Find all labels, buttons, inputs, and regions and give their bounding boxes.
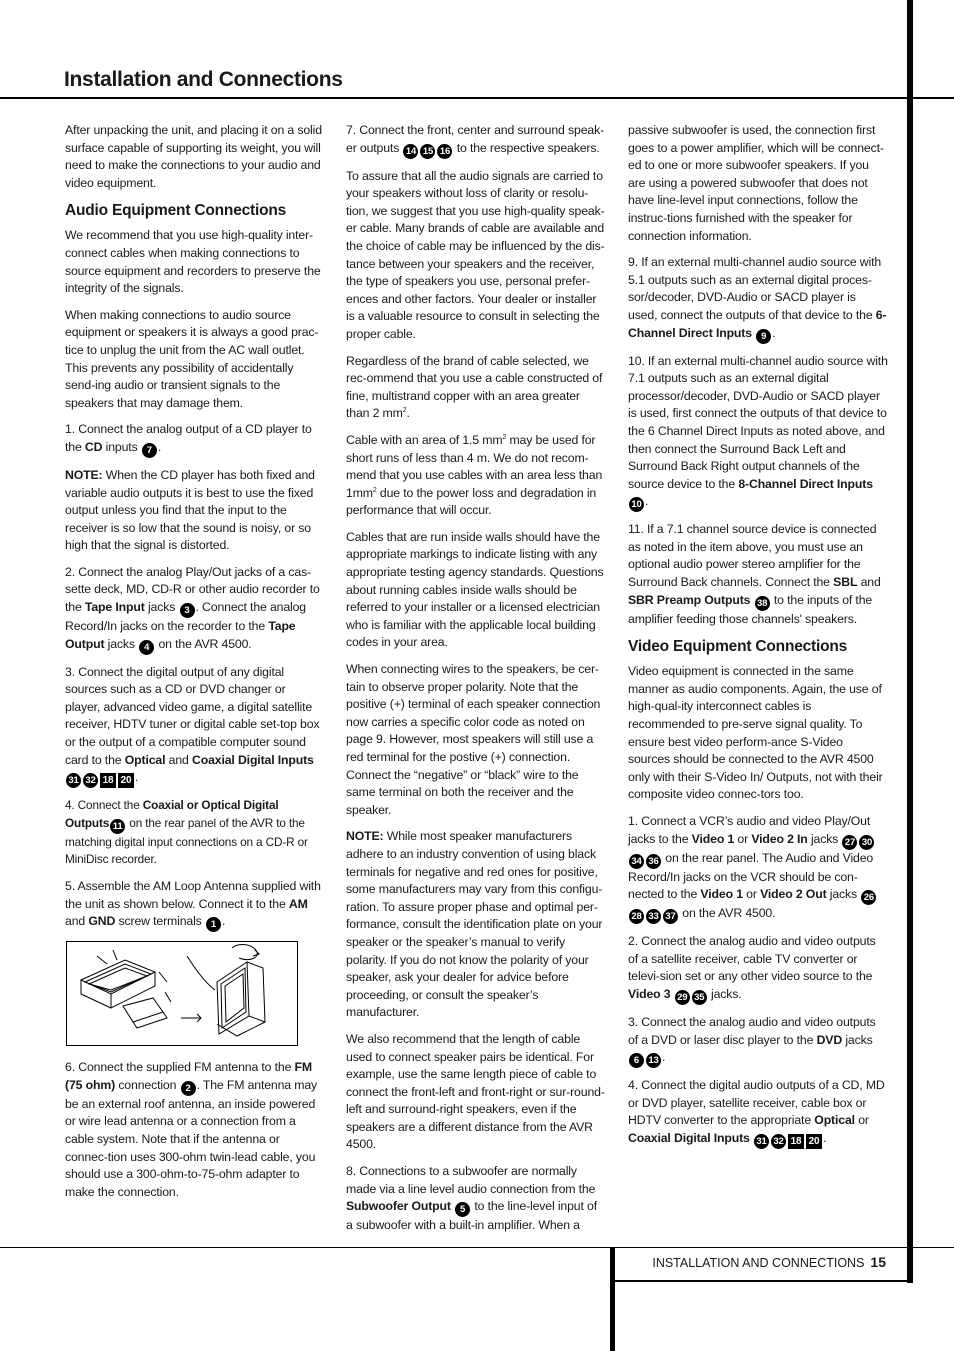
step-11: 11. If a 7.1 channel source device is connected as noted in the item above, you must use an optional audio power stereo amplifier for the Surround Back channels. Connect the SBL and SBR Preamp Outputs 38 to the inputs of the amplifier feeding those channels' speakers.	[628, 522, 881, 626]
callout-number: 31	[66, 773, 81, 788]
page-title: Installation and Connections	[64, 68, 343, 91]
step-8: 8. Connections to a subwoofer are normally made via a line level audio connection from the Subwoofer Output 5 to the line-level input of a subwoofer with a built-in amplifier. When a	[346, 1164, 597, 1233]
cable-quality-paragraph: To assure that all the audio signals are carried to your speakers without loss of clarity or resolu-tion, we suggest that you use high-quality speak-er cable. Many brands of cable are available and the choice of cable may be influenced by the dis-tance between your speakers and the receiver, the type of speakers you use, personal prefer-ences and other factors. Your dealer or installer is a valuable resource to consult in selecting the proper cable.	[346, 168, 605, 341]
step-7: 7. Connect the front, center and surround speak-er outputs 14 15 16 to the respective speakers.	[346, 123, 605, 157]
callout-number: 31	[754, 1134, 769, 1149]
recommend-paragraph: We recommend that you use high-quality inter-connect cables when making connections to source equipment and recorders to preserve the integrity of the signals.	[65, 228, 321, 296]
callout-number: 11	[110, 819, 125, 834]
step-6: 6. Connect the supplied FM antenna to the FM (75 ohm) connection 2 . The FM antenna may be an external roof antenna, an inside powered or wire lead antenna or a connection from a cable system. Note that if the antenna or connec-tion uses 300-ohm twin-lead cable, you should use a 300-ohm-to-75-ohm adapter to make the connection.	[65, 1060, 318, 1199]
page-number: 15	[870, 1254, 886, 1270]
bottom-rule	[0, 1247, 954, 1248]
callout-number: 13	[646, 1053, 661, 1068]
callout-number: 5	[455, 1202, 470, 1217]
step-1: 1. Connect the analog output of a CD player to the CD inputs 7 .	[65, 422, 312, 456]
polarity-paragraph: When connecting wires to the speakers, be cer-tain to observe proper polarity. Note that the positive (+) terminal of each speaker connection now carries a specific color code as noted on page 9. However, most speakers will still use a red terminal for the postive (+) connection. Connect the “negative” or “black” wire to the same terminal on both the receiver and the speaker.	[346, 662, 601, 817]
callout-number: 32	[771, 1134, 786, 1149]
subwoofer-continued: passive subwoofer is used, the connection first goes to a power amplifier, which will be connect-ed to one or more subwoofer speakers. If you are using a powered subwoofer that does not have line-level input connections, follow the instruc-tions furnished with the speaker for connection information.	[628, 123, 884, 243]
callout-number: 2	[181, 1081, 196, 1096]
callout-number: 15	[420, 144, 435, 159]
column-1	[65, 122, 323, 1210]
callout-number: 26	[861, 890, 876, 905]
callout-number: 14	[403, 144, 418, 159]
cable-length-paragraph: We also recommend that the length of cable used to connect speaker pairs be identical. For example, use the same length piece of cable to connect the front-left and front-right or sur-round-left and surround-right speakers, even if the speakers are a different distance from the AVR 4500.	[346, 1031, 605, 1152]
callout-number: 34	[629, 854, 644, 869]
step-5: 5. Assemble the AM Loop Antenna supplied with the unit as shown below. Connect it to the AM and GND screw terminals 1 .	[65, 879, 321, 931]
callout-number: 28	[629, 909, 644, 924]
right-edge-bar	[907, 0, 913, 1283]
title-rule	[0, 97, 954, 99]
footer-section: INSTALLATION AND CONNECTIONS	[652, 1256, 865, 1270]
video-step-2: 2. Connect the analog audio and video outputs of a satellite receiver, cable TV converter or televi-sion set or any other video source to the Video 3 29 35 jacks.	[628, 934, 876, 1003]
step-4: 4. Connect the Coaxial or Optical Digital Outputs 11 on the rear panel of the AVR to the matching digital input connections on a CD-R or MiniDisc recorder.	[65, 798, 308, 867]
column-2	[346, 122, 605, 1244]
step-2: 2. Connect the analog Play/Out jacks of a cas-sette deck, MD, CD-R or other audio recorder to the Tape Input jacks 3 . Connect the analog Record/In jacks on the recorder to the Tape Output jacks 4 on the AVR 4500.	[65, 564, 320, 653]
callout-number: 29	[675, 990, 690, 1005]
page-footer	[612, 1254, 886, 1270]
callout-number: 36	[646, 854, 661, 869]
callout-square: 20	[806, 1134, 822, 1149]
callout-number: 9	[756, 329, 771, 344]
video-step-3: 3. Connect the analog audio and video outputs of a DVD or laser disc player to the DVD jacks 6 13 .	[628, 1014, 876, 1067]
callout-number: 7	[142, 443, 157, 458]
video-heading: Video Equipment Connections	[628, 638, 848, 656]
unplug-paragraph: When making connections to audio source equipment or speakers it is always a good prac-tice to unplug the unit from the AC wall outlet. This prevents any possibility of accidentally send-ing audio or transient signals to the speakers that may damage them.	[65, 307, 319, 410]
am-antenna-illustration	[67, 942, 297, 1045]
video-intro-paragraph: Video equipment is connected in the same manner as audio components. Again, the use of high-qual-ity interconnect cables is recommended to pre-serve signal quality. To ensure best video perform-ance S-Video sources should be connected to the AVR 4500 only with their S-Video In/ Outputs, not with their composite video connec-tors too.	[628, 664, 883, 802]
cable-area-paragraph: Cable with an area of 1.5 $mm^2$ may be used for short runs of less than 4 m. We do not recom-mend that you use cables with an area less than $1mm^2$ due to the power loss and degradation in performance that will occur.	[346, 432, 603, 518]
step-9: 9. If an external multi-channel audio source with 5.1 outputs such as an external digital proces-sor/decoder, DVD-Audio or SACD player is used, connect the outputs of that device to the 6-Channel Direct Inputs 9 .	[628, 255, 887, 342]
video-step-1: 1. Connect a VCR’s audio and video Play/Out jacks to the Video 1 or Video 2 In jacks 27 3034 36 on the rear panel. The Audio and Video Record/In jacks on the VCR should be con-nected to the Video 1 or Video 2 Out jacks 2628 33 37 on the AVR 4500.	[628, 813, 888, 924]
note-cd: NOTE: When the CD player has both fixed and variable audio outputs it is best to use the fixed output unless you find that the input to the receiver is so low that the sound is noisy, or so high that the signal is distorted.	[65, 467, 315, 553]
note-polarity: NOTE: While most speaker manufacturers adhere to an industry convention of using black terminals for negative and red ones for positive, some manufacturers may vary from this configu-ration. To assure proper phase and optimal per-formance, consult the identification plate on your speaker or the speaker’s manual to verify polarity. If you do not know the polarity of your speaker, ask your dealer for advice before proceeding, or consult the speaker’s manufacturer.	[346, 829, 603, 1020]
callout-number: 10	[629, 497, 644, 512]
callout-number: 37	[663, 909, 678, 924]
step-10: 10. If an external multi-channel audio source with 7.1 outputs such as an external digital processor/decoder, DVD-Audio or SACD player is used, first connect the outputs of that device to the 6 Channel Direct Inputs as noted above, and then connect the Surround Back Left and Surround Back Right output channels of the source device to the 8-Channel Direct Inputs 10 .	[628, 353, 888, 511]
callout-number: 27	[842, 835, 857, 850]
callout-number: 3	[180, 603, 195, 618]
callout-square: 20	[118, 773, 134, 788]
callout-number: 1	[206, 917, 221, 932]
am-loop-antenna-figure	[66, 941, 298, 1046]
callout-square: 18	[100, 773, 116, 788]
callout-number: 35	[692, 990, 707, 1005]
in-wall-paragraph: Cables that are run inside walls should have the appropriate markings to indicate listing with any appropriate testing agency standards. Questions about running cables inside walls should be referred to your installer or a licensed electrician who is familiar with the applicable local building codes in your area.	[346, 529, 604, 650]
callout-number: 4	[139, 640, 154, 655]
footer-rule	[612, 1280, 910, 1282]
callout-number: 6	[629, 1053, 644, 1068]
intro-paragraph: After unpacking the unit, and placing it on a solid surface capable of supporting its weight, you will need to make the connections to your audio and video equipment.	[65, 123, 322, 190]
callout-number: 33	[646, 909, 661, 924]
callout-square: 18	[788, 1134, 804, 1149]
callout-number: 16	[437, 144, 452, 159]
callout-number: 30	[859, 835, 874, 850]
callout-number: 38	[755, 596, 770, 611]
video-step-4: 4. Connect the digital audio outputs of a CD, MD or DVD player, satellite receiver, cable box or HDTV converter to the appropriate Optical or Coaxial Digital Inputs 31 32 18 20 .	[628, 1078, 885, 1147]
callout-number: 32	[83, 773, 98, 788]
audio-heading: Audio Equipment Connections	[65, 202, 287, 220]
step-3: 3. Connect the digital output of any digital sources such as a CD or DVD changer or player, advanced video game, a digital satellite receiver, HDTV tuner or digital cable set-top box or the output of a compatible computer sound card to the Optical and Coaxial Digital Inputs 31 32 18 20 .	[65, 664, 320, 787]
cable-brand-paragraph: Regardless of the brand of cable selected, we rec-ommend that you use a cable constructed of fine, multistrand copper with an area greater than 2 $mm^2$.	[346, 353, 603, 421]
column-3	[628, 122, 888, 1158]
